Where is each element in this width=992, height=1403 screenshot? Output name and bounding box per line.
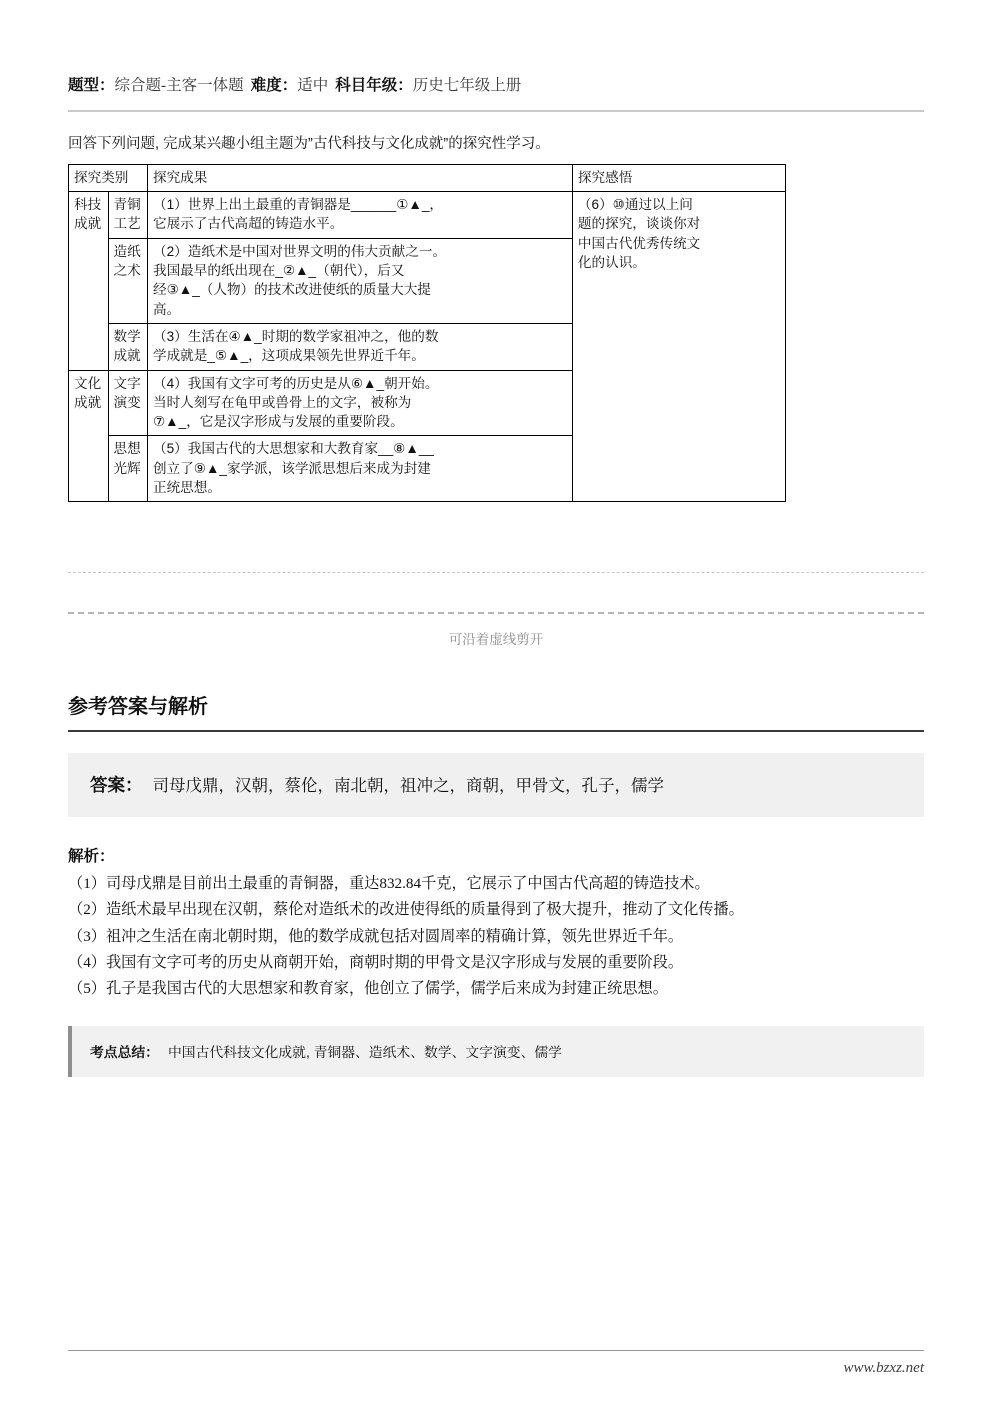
category-cell-keji (69, 192, 109, 370)
question-stem: 回答下列问题, 完成某兴趣小组主题为”古代科技与文化成就”的探究性学习。 (68, 136, 550, 153)
subcategory-cell-wenzi (108, 370, 148, 436)
result-line: （3）生活在④▲_时期的数学家祖冲之，他的数 (153, 328, 439, 344)
explanation-item: （4）我国有文字可考的历史从商朝开始，商朝时期的甲骨文是汉字形成与发展的重要阶段。 (68, 953, 684, 971)
result-line: 我国最早的纸出现在_②▲_（朝代），后又 (153, 263, 405, 279)
answer-box (68, 753, 924, 817)
dashed-line-bold (68, 612, 924, 614)
category-line: 科技 (74, 197, 102, 213)
result-line: （4）我国有文字可考的历史是从⑥▲_朝开始。 (153, 375, 439, 391)
explanation-item: （2）造纸术最早出现在汉朝，蔡伦对造纸术的改进使得纸的质量得到了极大提升，推动了文化传播。 (68, 901, 744, 919)
explanation-list (68, 871, 924, 1002)
result-line: （1）世界上出土最重的青铜器是______①▲_， (153, 197, 444, 213)
summary-box (68, 1026, 924, 1077)
subcategory-line: 造纸 (113, 243, 141, 259)
footer-divider (68, 1350, 924, 1351)
explanation-item: （1）司母戊鼎是目前出土最重的青铜器，重达832.84千克，它展示了中国古代高超的铸造技术。 (68, 875, 710, 893)
table-header-result: 探究成果 (148, 164, 573, 191)
result-cell-4 (148, 370, 573, 436)
feeling-cell (572, 192, 785, 502)
table-header-category: 探究类别 (69, 164, 148, 191)
subcategory-line: 数学 (113, 328, 141, 344)
explanation-item: （5）孔子是我国古代的大思想家和教育家，他创立了儒学，儒学后来成为封建正统思想。 (68, 979, 668, 997)
subcategory-cell-shuxue (108, 323, 148, 370)
result-line: （5）我国古代的大思想家和大教育家__⑧▲__ (153, 441, 434, 457)
feeling-line: （6）⑩通过以上问 (577, 197, 693, 213)
result-cell-5 (148, 436, 573, 502)
page-footer (68, 1350, 924, 1377)
subcategory-cell-zaozhi (108, 238, 148, 323)
table-header-feeling: 探究感悟 (572, 164, 785, 191)
subcategory-line: 青铜 (113, 197, 141, 213)
subcategory-line: 思想 (113, 441, 141, 457)
table-row (69, 192, 786, 239)
result-line: 正统思想。 (153, 480, 221, 496)
answer-value: 司母戊鼎，汉朝，蔡伦，南北朝，祖冲之，商朝，甲骨文，孔子，儒学 (152, 777, 664, 796)
result-line: 学成就是_⑤▲_，这项成果领先世界近千年。 (153, 348, 425, 364)
explanation-title: 解析： (68, 848, 115, 866)
difficulty-value: 适中 (297, 77, 329, 94)
document-meta-header (68, 0, 924, 96)
result-line: 创立了⑨▲_家学派，该学派思想后来成为封建 (153, 460, 431, 476)
result-line: 高。 (153, 301, 181, 317)
answer-label: 答案： (90, 775, 143, 796)
summary-value: 中国古代科技文化成就, 青铜器、造纸术、数学、文字演变、儒学 (167, 1045, 562, 1061)
footer-site: www.bzxz.net (843, 1360, 924, 1376)
subcategory-line: 工艺 (113, 216, 141, 232)
subcategory-line: 之术 (113, 263, 141, 279)
cut-line-label: 可沿着虚线剪开 (448, 632, 544, 648)
result-cell-1 (148, 192, 573, 239)
result-line: （2）造纸术是中国对世界文明的伟大贡献之一。 (153, 243, 447, 259)
difficulty-label: 难度： (250, 77, 298, 94)
feeling-line: 化的认识。 (577, 255, 646, 271)
question-type-label: 题型： (68, 77, 115, 94)
answers-section-divider (68, 730, 924, 732)
category-line: 成就 (74, 394, 102, 410)
result-line: 经③▲_（人物）的技术改进使纸的质量大大提 (153, 282, 431, 298)
subject-grade-label: 科目年级： (335, 77, 413, 94)
explanation-item: （3）祖冲之生活在南北朝时期，他的数学成就包括对圆周率的精确计算，领先世界近千年。 (68, 927, 684, 945)
category-line: 文化 (74, 375, 102, 391)
subcategory-line: 成就 (113, 348, 141, 364)
question-type-value: 综合题-主客一体题 (114, 77, 244, 94)
result-cell-2 (148, 238, 573, 323)
subcategory-line: 光辉 (113, 460, 141, 476)
result-line: 它展示了古代高超的铸造水平。 (153, 216, 344, 232)
subcategory-line: 演变 (113, 394, 141, 410)
category-line: 成就 (74, 216, 102, 232)
table-header-row (69, 164, 786, 191)
answers-section-title: 参考答案与解析 (68, 696, 208, 719)
result-line: ⑦▲_，它是汉字形成与发展的重要阶段。 (153, 414, 404, 430)
category-cell-wenhua (69, 370, 109, 502)
header-divider (68, 110, 924, 112)
summary-label: 考点总结： (90, 1045, 159, 1061)
result-line: 当时人刻写在龟甲或兽骨上的文字，被称为 (153, 394, 412, 410)
result-cell-3 (148, 323, 573, 370)
subcategory-cell-sixiang (108, 436, 148, 502)
subject-grade-value: 历史七年级上册 (412, 77, 522, 94)
feeling-line: 中国古代优秀传统文 (577, 235, 701, 251)
dashed-line-thin (68, 572, 924, 573)
feeling-line: 题的探究，谈谈你对 (577, 216, 701, 232)
subcategory-line: 文字 (113, 375, 141, 391)
cut-line-area (68, 572, 924, 648)
exploration-table (68, 164, 786, 502)
subcategory-cell-qingtong (108, 192, 148, 239)
